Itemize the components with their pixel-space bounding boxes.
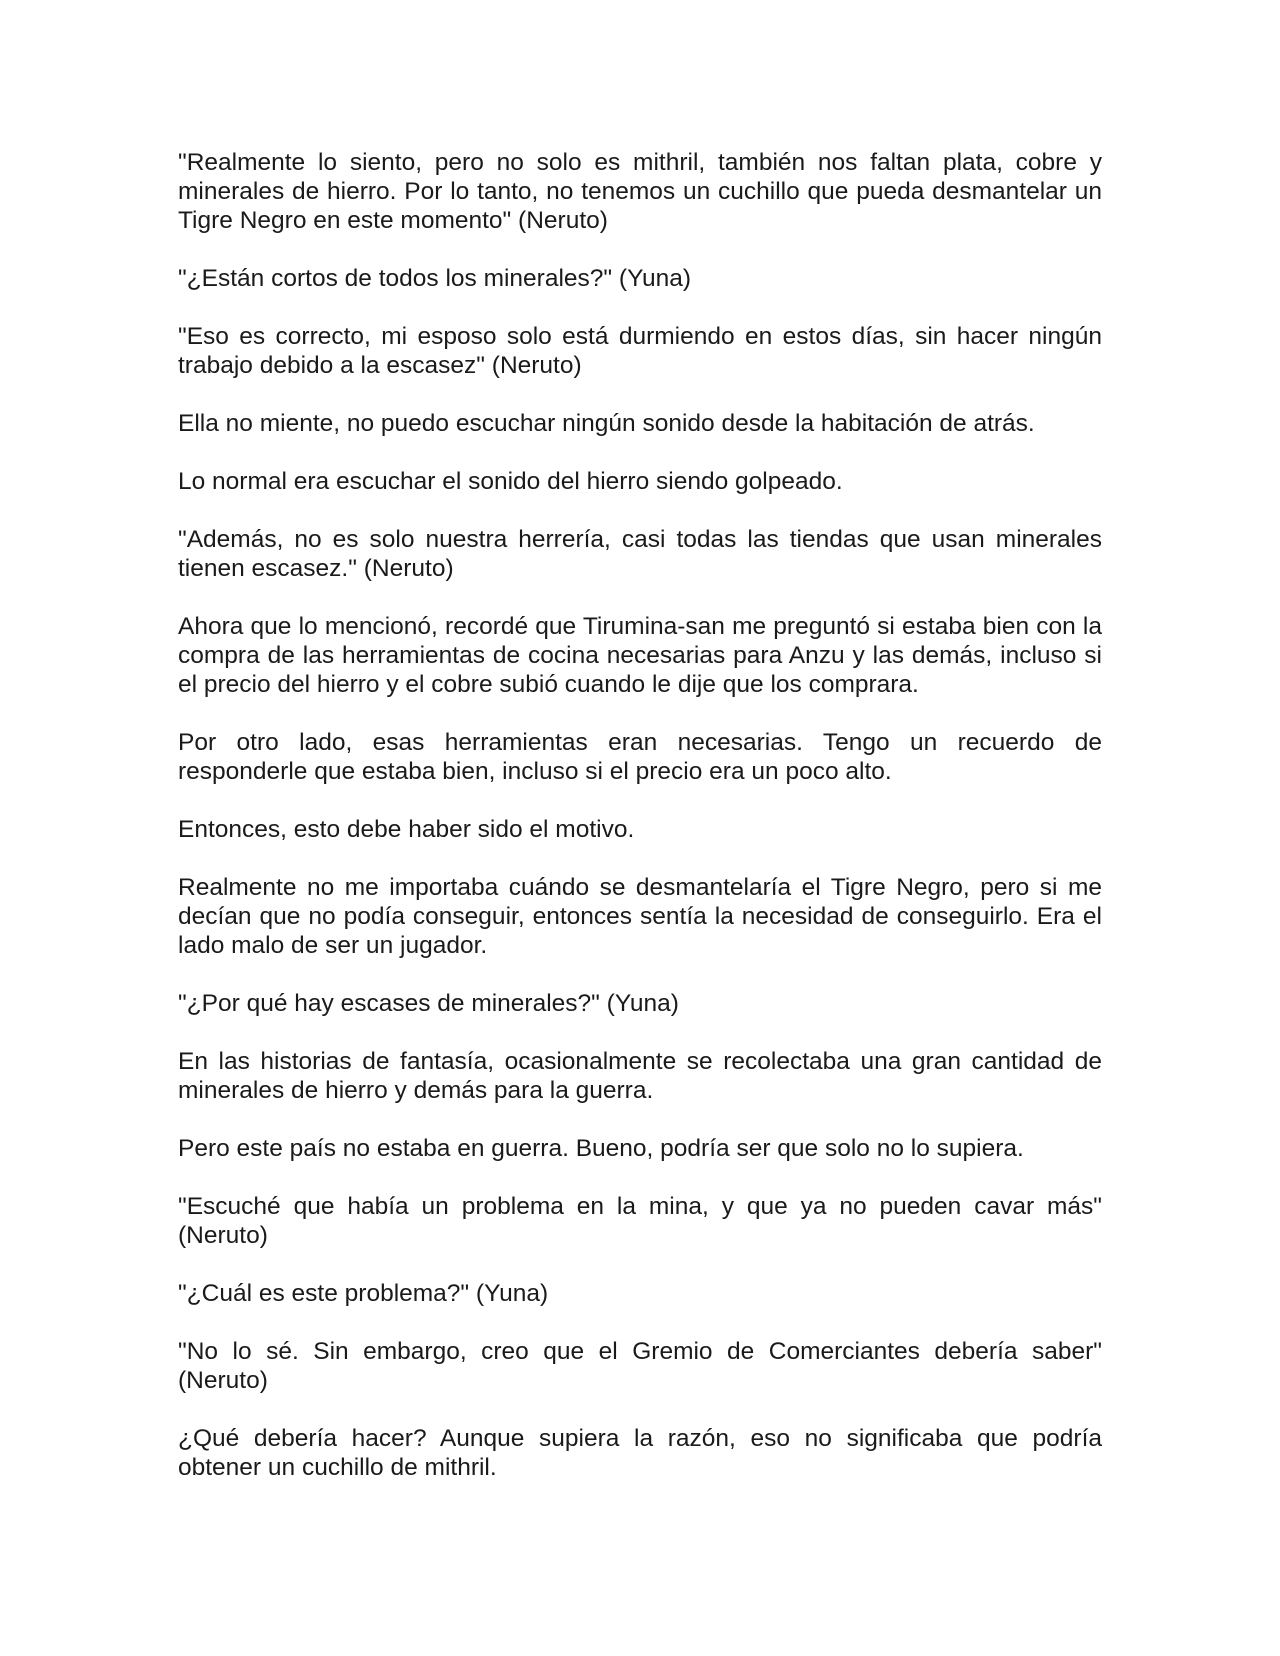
paragraph: "¿Por qué hay escases de minerales?" (Yuna) [178, 990, 679, 1017]
paragraph: Realmente no me importaba cuándo se desmantelaría el Tigre Negro, pero si me decían que no podía conseguir, entonces sentía la necesidad de conseguirlo. Era el lado malo de ser un jugador. [178, 874, 1102, 959]
paragraph: En las historias de fantasía, ocasionalmente se recolectaba una gran cantidad de minerales de hierro y demás para la guerra. [178, 1048, 1102, 1104]
paragraph: Por otro lado, esas herramientas eran necesarias. Tengo un recuerdo de responderle que estaba bien, incluso si el precio era un poco alto. [178, 729, 1102, 785]
paragraph: "Además, no es solo nuestra herrería, casi todas las tiendas que usan minerales tienen escasez." (Neruto) [178, 526, 1102, 582]
paragraph: "¿Están cortos de todos los minerales?" (Yuna) [178, 265, 692, 292]
paragraph: ¿Qué debería hacer? Aunque supiera la razón, eso no significaba que podría obtener un cuchillo de mithril. [178, 1425, 1102, 1481]
document-body [178, 148, 1102, 1511]
paragraph: Lo normal era escuchar el sonido del hierro siendo golpeado. [178, 468, 843, 495]
paragraph: Pero este país no estaba en guerra. Bueno, podría ser que solo no lo supiera. [178, 1135, 1024, 1162]
paragraph: "Realmente lo siento, pero no solo es mithril, también nos faltan plata, cobre y minerales de hierro. Por lo tanto, no tenemos un cuchillo que pueda desmantelar un Tigre Negro en este momento" (Neruto) [178, 149, 1102, 234]
paragraph: Ella no miente, no puedo escuchar ningún sonido desde la habitación de atrás. [178, 410, 1035, 437]
paragraph: Entonces, esto debe haber sido el motivo. [178, 816, 635, 843]
paragraph: "¿Cuál es este problema?" (Yuna) [178, 1280, 549, 1307]
paragraph: "Eso es correcto, mi esposo solo está durmiendo en estos días, sin hacer ningún trabajo debido a la escasez" (Neruto) [178, 323, 1102, 379]
paragraph: "No lo sé. Sin embargo, creo que el Gremio de Comerciantes debería saber" (Neruto) [178, 1338, 1102, 1394]
paragraph: Ahora que lo mencionó, recordé que Tirumina-san me preguntó si estaba bien con la compra de las herramientas de cocina necesarias para Anzu y las demás, incluso si el precio del hierro y el cobre subió cuando le dije que los comprara. [178, 613, 1102, 698]
paragraph: "Escuché que había un problema en la mina, y que ya no pueden cavar más" (Neruto) [178, 1193, 1102, 1249]
